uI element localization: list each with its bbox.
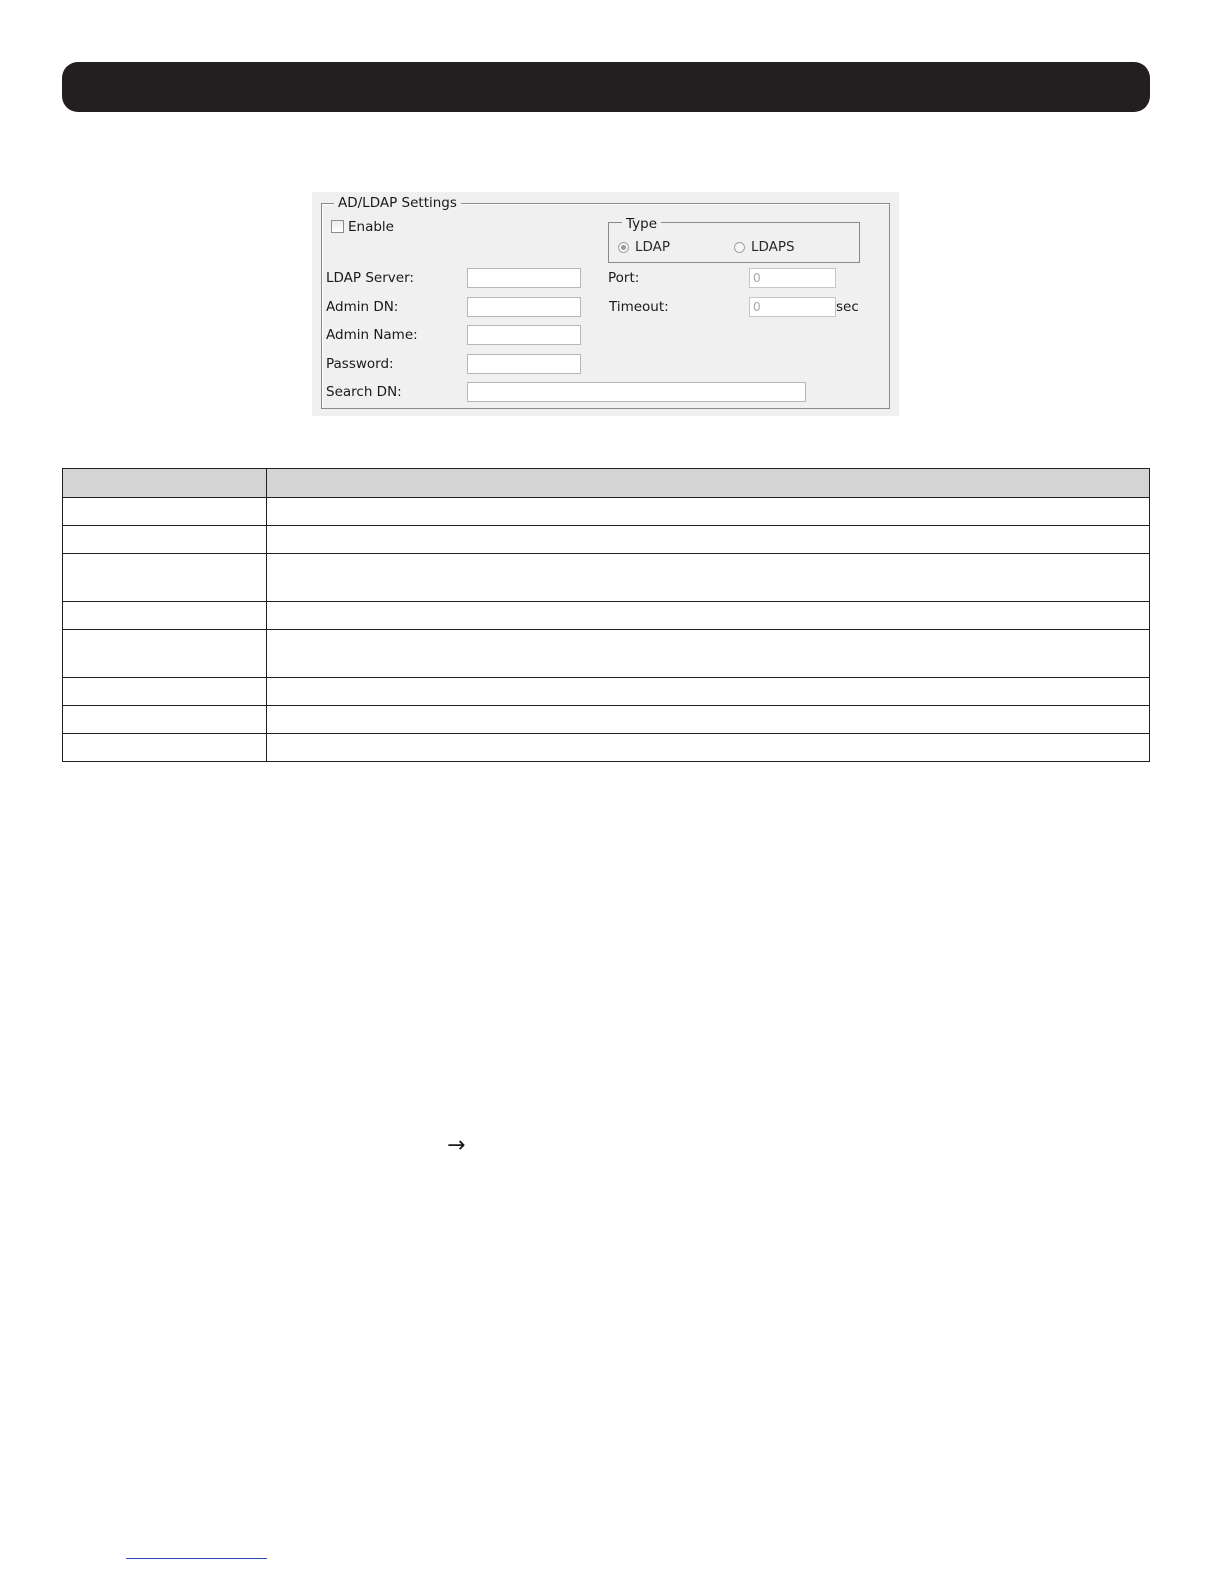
table-row — [63, 554, 1150, 602]
timeout-label: Timeout: — [609, 299, 669, 315]
search-dn-input[interactable] — [467, 382, 806, 402]
ldap-server-input[interactable] — [467, 268, 581, 288]
group-title: AD/LDAP Settings — [334, 195, 461, 211]
table-cell — [267, 602, 1150, 630]
ldap-radio-label[interactable]: LDAP — [635, 239, 671, 255]
description-table — [62, 468, 1150, 762]
port-input[interactable]: 0 — [749, 268, 836, 288]
header-bar — [62, 62, 1150, 112]
admin-name-label: Admin Name: — [326, 327, 418, 343]
ldap-radio[interactable] — [618, 242, 629, 253]
table-cell — [63, 498, 267, 526]
type-title: Type — [622, 216, 661, 232]
table-row — [63, 498, 1150, 526]
table-cell — [267, 526, 1150, 554]
timeout-unit: sec — [836, 299, 859, 315]
table-cell — [63, 602, 267, 630]
table-cell — [63, 554, 267, 602]
table-cell — [267, 630, 1150, 678]
ldaps-radio[interactable] — [734, 242, 745, 253]
footer-link-underline[interactable] — [126, 1558, 267, 1559]
timeout-input[interactable]: 0 — [749, 297, 836, 317]
password-input[interactable] — [467, 354, 581, 374]
admin-dn-label: Admin DN: — [326, 299, 399, 315]
ldaps-radio-label[interactable]: LDAPS — [751, 239, 795, 255]
table-row — [63, 678, 1150, 706]
table-cell — [63, 706, 267, 734]
table-row — [63, 630, 1150, 678]
password-label: Password: — [326, 356, 394, 372]
table-header-cell — [63, 469, 267, 498]
admin-name-input[interactable] — [467, 325, 581, 345]
table-cell — [267, 678, 1150, 706]
table-header-row — [63, 469, 1150, 498]
table-cell — [267, 734, 1150, 762]
table-row — [63, 734, 1150, 762]
table-cell — [63, 630, 267, 678]
enable-checkbox[interactable] — [331, 220, 344, 233]
table-cell — [63, 678, 267, 706]
table-cell — [267, 554, 1150, 602]
port-label: Port: — [608, 270, 640, 286]
ad-ldap-settings-panel — [312, 192, 899, 416]
ldap-server-label: LDAP Server: — [326, 270, 414, 286]
table-cell — [267, 706, 1150, 734]
table-cell — [267, 498, 1150, 526]
table-row — [63, 706, 1150, 734]
enable-label[interactable]: Enable — [348, 219, 394, 235]
table-cell — [63, 734, 267, 762]
table-row — [63, 602, 1150, 630]
table-row — [63, 526, 1150, 554]
admin-dn-input[interactable] — [467, 297, 581, 317]
table-cell — [63, 526, 267, 554]
table-header-cell — [267, 469, 1150, 498]
search-dn-label: Search DN: — [326, 384, 402, 400]
arrow-right-icon: → — [447, 1133, 466, 1158]
